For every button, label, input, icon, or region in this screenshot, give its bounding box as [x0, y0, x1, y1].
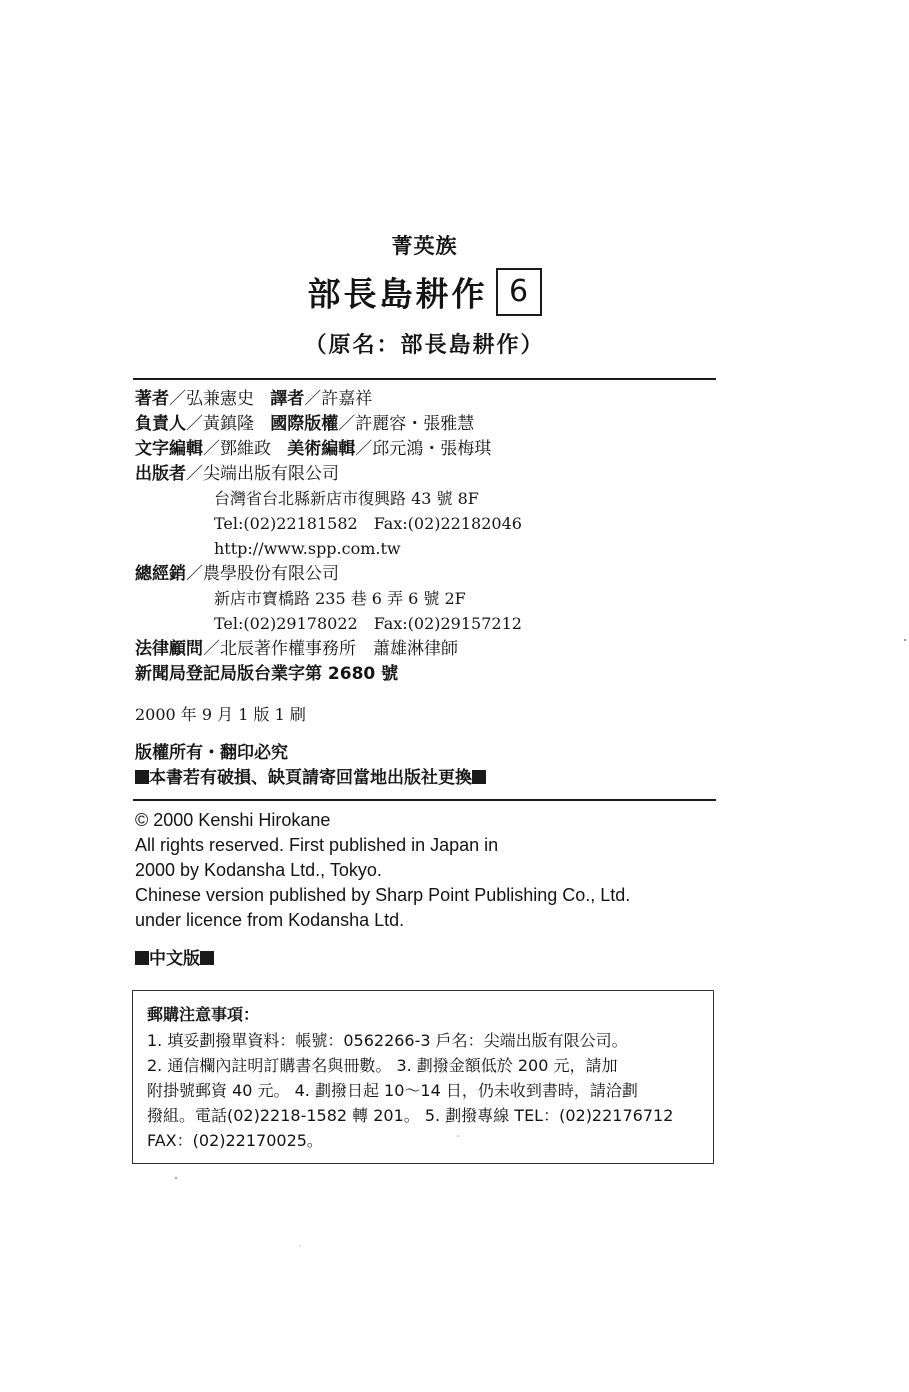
mail-order-notice	[132, 990, 714, 1164]
edition-line: 2000 年 9 月 1 版 1 刷	[135, 705, 306, 724]
english-licence: under licence from Kodansha Ltd.	[135, 910, 405, 930]
title-block	[0, 268, 849, 316]
legal-label: 法律顧問	[135, 639, 203, 659]
registration: 新聞局登記局版台業字第 2680 號	[135, 664, 399, 684]
author-label: 著者	[135, 389, 169, 409]
mail-order-line: 2. 通信欄內註明訂購書名與冊數。 3. 劃撥金額低於 200 元，請加	[147, 1056, 618, 1075]
rights-reserved: 版權所有・翻印必究	[135, 743, 288, 763]
rights-label: 國際版權	[270, 414, 339, 434]
top-divider	[133, 378, 716, 380]
author-line	[135, 387, 372, 411]
art-editor-label: 美術編輯	[287, 439, 356, 459]
distributor-tel: Tel:(02)29178022 Fax:(02)29157212	[214, 614, 522, 633]
english-rights: All rights reserved. First published in Japan in	[135, 835, 499, 855]
publisher-rep-line	[135, 412, 474, 436]
book-title: 部長島耕作	[307, 274, 488, 314]
publisher-label: 出版者	[135, 464, 186, 484]
publisher-rep-value: ／黃鎮隆	[186, 414, 254, 434]
mail-order-heading-text: 郵購注意事項：	[147, 1005, 260, 1024]
volume-number: 6	[496, 268, 542, 316]
editors-line	[135, 437, 491, 461]
author-value: ／弘兼憲史	[169, 389, 254, 409]
art-editor-value: ／邱元鴻・張梅琪	[355, 439, 492, 459]
block-mark-right	[472, 770, 486, 784]
damage-notice: 本書若有破損、缺頁請寄回當地出版社更換	[149, 768, 472, 788]
legal-value: ／北辰著作權事務所 蕭雄淋律師	[203, 639, 458, 659]
mail-order-line: 附掛號郵資 40 元。 4. 劃撥日起 10～14 日，仍未收到書時，請洽劃	[147, 1081, 638, 1100]
distributor-value: ／農學股份有限公司	[186, 564, 339, 584]
translator-value: ／許嘉祥	[304, 389, 373, 409]
series-name: 菁英族	[391, 234, 458, 258]
mail-order-line: 撥組。電話(02)2218-1582 轉 201。 5. 劃撥專線 TEL：(02)22176712	[147, 1106, 674, 1125]
translator-label: 譯者	[270, 389, 305, 409]
registration-line	[135, 662, 398, 686]
distributor-line	[135, 562, 339, 586]
middle-divider	[133, 799, 716, 801]
mail-order-line: FAX：(02)22170025。	[147, 1131, 323, 1150]
distributor-label: 總經銷	[135, 564, 186, 584]
publisher-rep-label: 負責人	[135, 414, 186, 434]
original-name: （原名：部長島耕作）	[304, 333, 545, 358]
mail-order-line: 1. 填妥劃撥單資料：帳號：0562266-3 戶名：尖端出版有限公司。	[147, 1031, 628, 1050]
publisher-line	[135, 462, 339, 486]
english-copyright: © 2000 Kenshi Hirokane	[135, 810, 331, 830]
mail-order-heading	[147, 1003, 259, 1027]
publisher-value: ／尖端出版有限公司	[186, 464, 339, 484]
text-editor-label: 文字編輯	[135, 439, 203, 459]
legal-line	[135, 637, 458, 661]
english-chinese-version: Chinese version published by Sharp Point Publishing Co., Ltd.	[135, 885, 631, 905]
block-mark-left	[135, 770, 149, 784]
text-editor-value: ／鄧維政	[203, 439, 271, 459]
distributor-address: 新店市寶橋路 235 巷 6 弄 6 號 2F	[214, 589, 466, 608]
chinese-edition: 中文版	[149, 949, 200, 969]
publisher-address: 台灣省台北縣新店市復興路 43 號 8F	[214, 489, 479, 508]
block-mark-left	[135, 951, 149, 965]
rights-value: ／許麗容・張雅慧	[338, 414, 475, 434]
block-mark-right	[200, 951, 214, 965]
rights-reserved-line	[135, 741, 288, 765]
publisher-tel: Tel:(02)22181582 Fax:(02)22182046	[214, 514, 522, 533]
chinese-edition-line	[135, 947, 214, 971]
damage-notice-line	[135, 766, 486, 790]
publisher-url: http://www.spp.com.tw	[214, 539, 401, 558]
english-first-published: 2000 by Kodansha Ltd., Tokyo.	[135, 860, 382, 880]
